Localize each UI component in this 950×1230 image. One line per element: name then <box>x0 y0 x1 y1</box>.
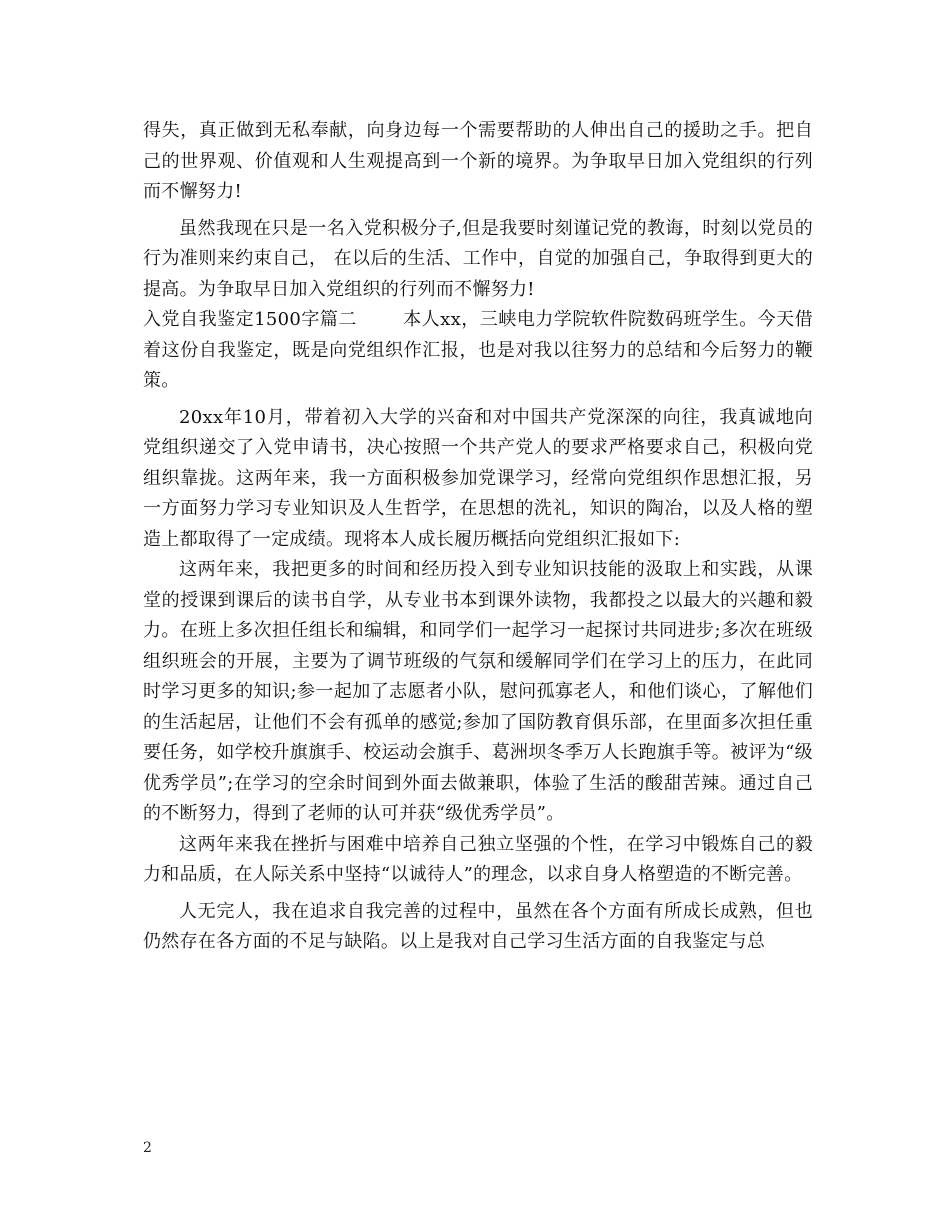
page-number: 2 <box>143 1140 152 1156</box>
paragraph-6-text: 这两年来我在挫折与困难中培养自己独立坚强的个性，在学习中锻炼自己的毅力和品质，在人际关系中坚持“以诚待人”的理念，以求自身人格塑造的不断完善。 <box>143 833 813 885</box>
paragraph-7-text: 人无完人，我在追求自我完善的过程中，虽然在各个方面有所成长成熟，但也仍然存在各方面的不足与缺陷。以上是我对自己学习生活方面的自我鉴定与总 <box>143 900 813 952</box>
paragraph-1 <box>143 116 813 208</box>
paragraph-1-text: 得失，真正做到无私奉献，向身边每一个需要帮助的人伸出自己的援助之手。把自己的世界观、价值观和人生观提高到一个新的境界。为争取早日加入党组织的行列而不懈努力! <box>143 120 813 202</box>
paragraph-7 <box>143 897 813 958</box>
section-heading: 入党自我鉴定1500字篇二 <box>143 309 357 330</box>
paragraph-5 <box>143 555 813 830</box>
paragraph-2 <box>143 214 813 306</box>
paragraph-2-text: 虽然我现在只是一名入党积极分子,但是我要时刻谨记党的教诲，时刻以党员的行为准则来约束自己， 在以后的生活、工作中，自觉的加强自己，争取得到更大的提高。为争取早日加入党组织的行列而不懈努力! <box>143 217 813 300</box>
paragraph-3 <box>143 305 813 397</box>
paragraph-5-text: 这两年来，我把更多的时间和经历投入到专业知识技能的汲取上和实践，从课堂的授课到课后的读书自学，从专业书本到课外读物，我都投之以最大的兴趣和毅力。在班上多次担任组长和编辑，和同学们一起学习一起探讨共同进步;多次在班级组织班会的开展，主要为了调节班级的气氛和缓解同学们在学习上的压力，在此同时学习更多的知识;参一起加了志愿者小队，慰问孤寡老人，和他们谈心，了解他们的生活起居，让他们不会有孤单的感觉;参加了国防教育俱乐部，在里面多次担任重要任务，如学校升旗旗手、校运动会旗手、葛洲坝冬季万人长跑旗手等。被评为“级优秀学员”;在学习的空余时间到外面去做兼职，体验了生活的酸甜苦辣。通过自己的不断努力，得到了老师的认可并获“级优秀学员”。 <box>143 559 813 824</box>
document-body <box>143 116 813 958</box>
paragraph-4-text: 20xx年10月，带着初入大学的兴奋和对中国共产党深深的向往，我真诚地向党组织递交了入党申请书，决心按照一个共产党人的要求严格要求自己，积极向党组织靠拢。这两年来，我一方面积极参加党课学习，经常向党组织作思想汇报，另一方面努力学习专业知识及人生哲学，在思想的洗礼，知识的陶冶，以及人格的塑造上都取得了一定成绩。现将本人成长履历概括向党组织汇报如下: <box>143 406 813 550</box>
paragraph-4 <box>143 403 813 556</box>
paragraph-6 <box>143 830 813 891</box>
paragraph-3-text: 本人xx，三峡电力学院软件院数码班学生。今天借着这份自我鉴定，既是向党组织作汇报，也是对我以往努力的总结和今后努力的鞭策。 <box>143 309 813 391</box>
